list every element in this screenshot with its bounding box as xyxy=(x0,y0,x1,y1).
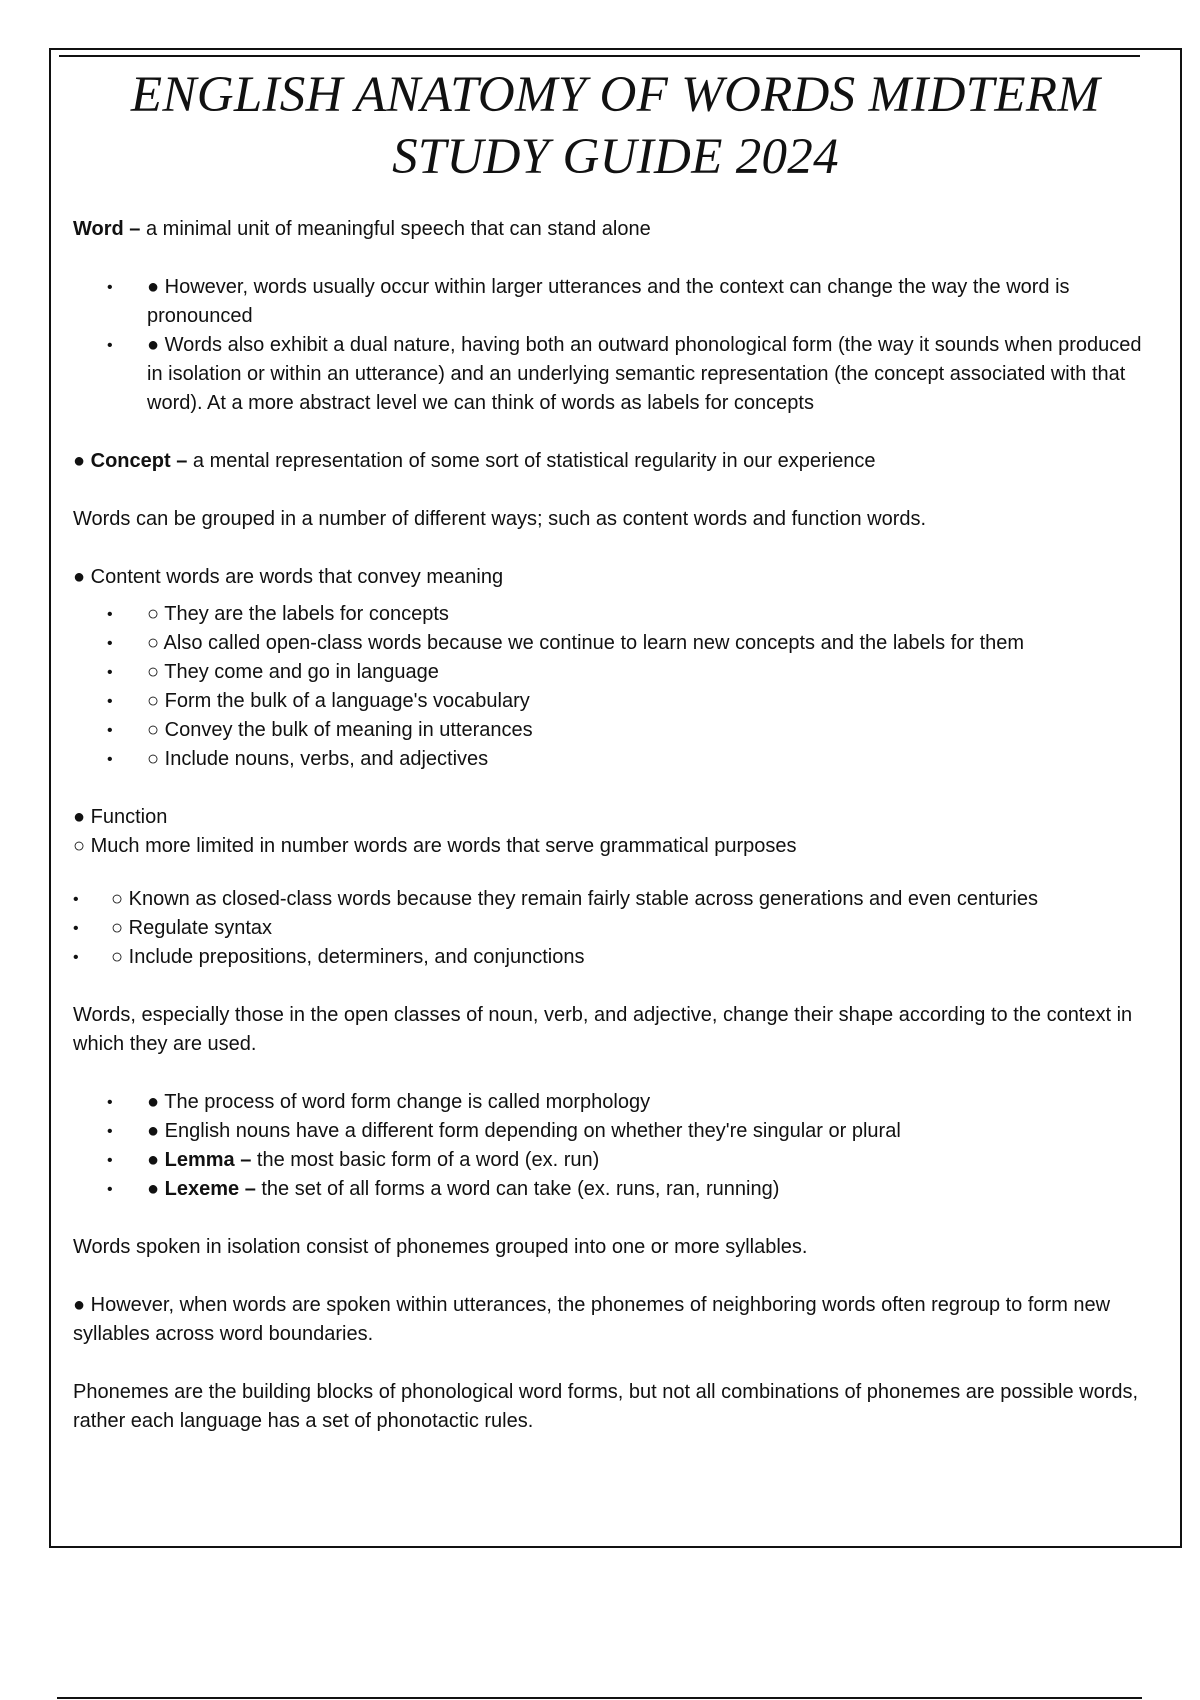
concept-definition xyxy=(73,447,1160,476)
top-rule xyxy=(59,55,1140,57)
list-item: • ○ Also called open-class words because we continue to learn new concepts and the labels for them xyxy=(73,629,1160,658)
word-definition xyxy=(73,215,1160,244)
list-item: • ● However, words usually occur within larger utterances and the context can change the way the word is pronounced xyxy=(73,273,1160,331)
morphology-list xyxy=(73,1088,1160,1204)
page-title xyxy=(51,64,1180,188)
phoneme-paragraph: Phonemes are the building blocks of phonological word forms, but not all combinations of phonemes are possible words, rather each language has a set of phonotactic rules. xyxy=(73,1381,1139,1432)
bottom-rule xyxy=(57,1697,1142,1699)
list-item: • ○ They are the labels for concepts xyxy=(73,600,1160,629)
content-words-list xyxy=(73,600,1160,774)
grouping-paragraph: Words can be grouped in a number of different ways; such as content words and function words. xyxy=(73,508,927,530)
function-subheading: ○ Much more limited in number words are words that serve grammatical purposes xyxy=(73,835,797,857)
lemma-text: the most basic form of a word (ex. run) xyxy=(251,1149,600,1171)
list-item: • ○ Form the bulk of a language's vocabulary xyxy=(73,687,1160,716)
function-words-list xyxy=(73,885,1160,972)
word-definition-text: a minimal unit of meaningful speech that can stand alone xyxy=(140,218,651,240)
title-line-1: ENGLISH ANATOMY OF WORDS MIDTERM xyxy=(130,67,1101,123)
content-words-heading: ● Content words are words that convey meaning xyxy=(73,566,504,588)
lexeme-item xyxy=(73,1175,1160,1204)
study-guide-content xyxy=(73,215,1160,1465)
isolation-paragraph: Words spoken in isolation consist of phonemes grouped into one or more syllables. xyxy=(73,1236,808,1258)
list-item: • ● The process of word form change is called morphology xyxy=(73,1088,1160,1117)
lexeme-term: Lexeme – xyxy=(164,1178,256,1200)
list-item: • ○ Include nouns, verbs, and adjectives xyxy=(73,745,1160,774)
list-item: • ● Words also exhibit a dual nature, having both an outward phonological form (the way it sounds when produced in isolation or within an utterance) and an underlying semantic representation (the concept associated with that word). At a more abstract level we can think of words as labels for concepts xyxy=(73,331,1160,418)
shape-paragraph: Words, especially those in the open classes of noun, verb, and adjective, change their shape according to the context in which they are used. xyxy=(73,1004,1133,1055)
lemma-term: Lemma – xyxy=(164,1149,252,1171)
list-item: • ○ Include prepositions, determiners, and conjunctions xyxy=(73,943,1160,972)
study-guide-frame xyxy=(49,48,1182,1548)
list-item: • ○ They come and go in language xyxy=(73,658,1160,687)
function-heading: ● Function xyxy=(73,806,168,828)
concept-bullet: ● xyxy=(73,450,91,472)
title-line-2: STUDY GUIDE 2024 xyxy=(392,129,839,185)
word-term: Word – xyxy=(73,218,141,240)
list-item: • ● English nouns have a different form depending on whether they're singular or plural xyxy=(73,1117,1160,1146)
utterance-paragraph: ● However, when words are spoken within utterances, the phonemes of neighboring words often regroup to form new syllables across word boundaries. xyxy=(73,1294,1111,1345)
concept-definition-text: a mental representation of some sort of statistical regularity in our experience xyxy=(187,450,876,472)
concept-term: Concept – xyxy=(90,450,188,472)
word-bullet-list xyxy=(73,273,1160,418)
lemma-bullet: ● xyxy=(147,1149,165,1171)
lexeme-bullet: ● xyxy=(147,1178,165,1200)
list-item: • ○ Regulate syntax xyxy=(73,914,1160,943)
list-item: • ○ Convey the bulk of meaning in utterances xyxy=(73,716,1160,745)
lexeme-text: the set of all forms a word can take (ex. runs, ran, running) xyxy=(255,1178,780,1200)
lemma-item xyxy=(73,1146,1160,1175)
list-item: • ○ Known as closed-class words because they remain fairly stable across generations and even centuries xyxy=(73,885,1160,914)
